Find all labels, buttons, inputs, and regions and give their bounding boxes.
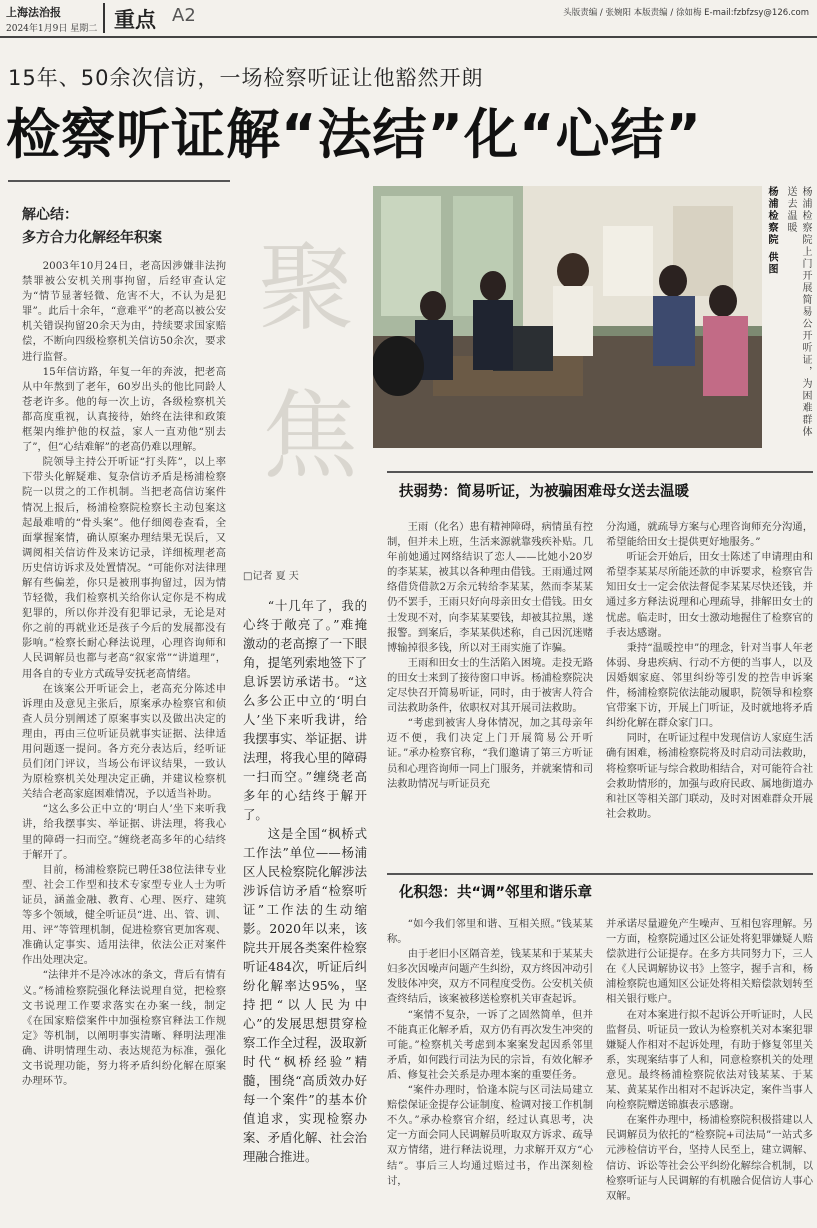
newspaper-name: 上海法治报 — [6, 6, 61, 19]
section2-column-2 — [606, 520, 813, 822]
paragraph: 秉持“温暖控申”的理念，针对当事人年老体弱、身患疾病、行动不方便的当事人，以及因婚姻家庭、邻里纠纷等引发的控告申诉案件，杨浦检察院依法能动履职，院领导和检察官带案下访，开展上门听证，及时就地将矛盾纠纷化解在群众家门口。 — [606, 641, 813, 730]
article-subheadline: 15年、50余次信访，一场检察听证让他豁然开朗 — [8, 66, 484, 90]
paragraph: 王雨和田女士的生活陷入困境。走投无路的田女士来到了接待窗口申诉。杨浦检察院决定尽快召开简易听证，同时，由于被害人符合司法救助条件，依职权对其开展司法救助。 — [387, 656, 593, 715]
paragraph: 在案件办理中，杨浦检察院积极搭建以人民调解员为依托的“检察院+司法局”一站式多元涉检信访平台，坚持人民至上，建立调解、信访、诉讼等社会公平纠纷化解综合机制，以检察听证与人民调解的有机融合促信访人事心双解。 — [606, 1114, 813, 1202]
section-name: 重点 — [114, 8, 156, 32]
paragraph: 这是全国“枫桥式工作法”单位——杨浦区人民检察院化解涉法涉诉信访矛盾“检察听证”工作法的生动缩影。2020年以来，该院共开展各类案件检察听证484次，听证后纠纷化解率达95%，坚持把“以人民为中心”的发展思想贯穿检察工作全过程，汲取新时代“枫桥经验”精髓，围绕“高质效办好每一个案件”的基本价值追求，实现检察办案、矛盾化解、社会治理融合推进。 — [243, 826, 367, 1164]
paragraph: “这么多公正中立的‘明白人’坐下来听我讲，给我摆事实、举证据、讲法理，将我心里的障碍一扫而空。”缠绕老高多年的心结终于解开了。 — [22, 803, 226, 861]
paragraph: 并承诺尽量避免产生噪声、互相包容理解。另一方面，检察院通过区公证处将犯罪嫌疑人赔偿款进行公证提存。在多方共同努力下，三人在《人民调解协议书》上签字，握手言和，杨浦检察院也通知区公证处将相关赔偿款划转至相关银行账户。 — [606, 918, 813, 1006]
photo-caption — [766, 186, 813, 448]
left-section-title-2: 多方合力化解经年积案 — [22, 230, 162, 246]
section3-rule — [387, 873, 813, 875]
left-column — [8, 180, 230, 1228]
left-section-header — [8, 180, 230, 247]
section-divider — [103, 3, 105, 33]
section2-column-1 — [387, 520, 593, 792]
paragraph: 同时，在听证过程中发现信访人家庭生活确有困难，杨浦检察院将及时启动司法救助，将检察听证与综合救助相结合，对可能符合社会救助情形的，加强与政府民政、属地街道办和社区等相关部门联动，及时对困难群众开展社会救助。 — [606, 732, 813, 820]
reporter-byline: □记者 夏 天 — [243, 571, 299, 582]
caption-text: 杨浦检察院上门开展简易公开听证，为困难群体送去温暖 — [785, 186, 811, 438]
paragraph: “十几年了，我的心终于敞亮了。”难掩激动的老高擦了一下眼角，提笔列索地签下了息诉罢访承诺书。“这么多公正中立的‘明白人’坐下来听我讲，给我摆事实、举证据、讲法理，将我心里的障碍一扫而空。”缠绕老高多年的心结终于解开了。 — [243, 598, 367, 822]
paragraph: 由于老旧小区隔音差，钱某某和于某某夫妇多次因噪声问题产生纠纷，双方终因冲动引发肢体冲突，双方不同程度受伤。公安机关侦查终结后，该案被移送检察机关审查起诉。 — [387, 948, 593, 1006]
paragraph: 15年信访路，年复一年的奔波，把老高从中年熬到了老年，60岁出头的他比同龄人苍老许多。他的每一次上访，各级检察机关都高度重视，认真接待，始终在法律和政策框架内维护他的权益，家人一直劝他“别去了”，但“心结难解”的老高仍难以理解。 — [22, 365, 226, 454]
paragraph: “考虑到被害人身体情况，加之其母亲年迈不便，我们决定上门开展简易公开听证。”承办检察官称，“我们邀请了第三方听证员和心理咨询师一同上门服务，并就案情和司法救助情况与听证员充 — [387, 717, 593, 790]
page-number: A2 — [172, 5, 196, 26]
middle-column — [243, 596, 367, 1166]
watermark-char: 焦 — [262, 380, 358, 492]
section3-column-1 — [387, 917, 593, 1189]
paragraph: 在该案公开听证会上，老高充分陈述申诉理由及意见主张后，原案承办检察官和侦查人员分别阐述了原案事实以及做出决定的理由，再由三位听证员就事实证据、法律适用问题逐一提问。各方充分表达后，经听证员们闭门评议，当场公布评议结果，一致认为原检察机关处理决定正确，并建议检察机关结合老高家庭困难情况，予以适当补助。 — [22, 682, 226, 801]
editors-line: 头版责编 / 张婉阳 本版责编 / 徐如梅 E-mail:fzbfzsy@126.com — [563, 8, 809, 18]
paragraph: 分沟通，就疏导方案与心理咨询师充分沟通，希望能给田女士提供更好地服务。” — [606, 521, 813, 549]
caption-credit: 杨浦检察院 供图 — [766, 186, 777, 276]
paragraph: 2003年10月24日，老高因涉嫌非法拘禁罪被公安机关刑事拘留，后经审查认定为“情节显著轻微、危害不大，不认为是犯罪”。此后十余年，“意难平”的老高以被公安机关错误拘留20余天为由，持续要求国家赔偿，不断向四级检察机关信访50余次，要求进行监督。 — [22, 260, 226, 363]
left-section-title-1: 解心结： — [22, 207, 78, 223]
paragraph: “如今我们邻里和谐、互相关照。”钱某某称。 — [387, 918, 593, 946]
section2-heading: 扶弱势：简易听证，为被骗困难母女送去温暖 — [399, 484, 689, 500]
masthead — [0, 0, 817, 38]
hearing-photo — [373, 186, 762, 448]
left-body — [8, 259, 230, 1089]
paragraph: 院领导主持公开听证“打头阵”，以上率下带头化解疑难、复杂信访矛盾是杨浦检察院一以贯之的工作机制。当把老高信访案件情况上报后，杨浦检察院检察长主动包案这起最难啃的“骨头案”。他仔细阅卷查看，全面掌握案情，确认原案办理结果无误后，又调阅相关信访件及来访记录，详细梳理老高历史信访诉求及处置情况。“可能你对法律理解有些偏差，你只是被刑事拘留过，因为情节轻微，我们检察机关给你认定你是不构成犯罪的，所以你并没有犯罪记录，无论是对你之前的再就业还是孩子今后的发展都没有影响。”检察长耐心释法说理，心理咨询师和人民调解员也都与老高“叙家常”“讲道理”，用各自的专业方式疏导安抚老高情绪。 — [22, 456, 226, 680]
paragraph: “法律并不是冷冰冰的条文，背后有情有义。”杨浦检察院强化释法说理自觉，把检察文书说理工作要求落实在办案一线，制定《在国家赔偿案件中加强检察官释法工作规定》等机制，以阐明事实清晰、释明法理准确、讲明情理生动、表达规范为标准，强化文书说理功能，努力将矛盾纠纷化解在原案办理环节。 — [22, 969, 226, 1088]
paragraph: 在对本案进行拟不起诉公开听证时，人民监督员、听证员一致认为检察机关对本案犯罪嫌疑人作相对不起诉处理，有助于修复邻里关系，实现案结事了人和，同意检察机关的处理意见。最终杨浦检察院依法对钱某某、于某某、黄某某作出相对不起诉决定，案件当事人向检察院赠送锦旗表示感谢。 — [606, 1008, 813, 1112]
issue-date: 2024年1月9日 星期二 — [6, 24, 98, 34]
section2-rule — [387, 471, 813, 473]
paragraph: 目前，杨浦检察院已聘任38位法律专业型、社会工作型和技术专家型专业人士为听证员，涵盖金融、教育、心理、医疗、建筑等多个领域，健全听证员“进、出、管、训、用、评”等管理机制，促进检察官更加客观、准确认定事实、适用法律，依法公正对案件作出处理决定。 — [22, 863, 226, 967]
paragraph: 王雨（化名）患有精神障碍，病情虽有控制，但并未上班，生活来源就靠残疾补贴。几年前她通过网络结识了恋人——比她小20岁的李某某，被其以各种理由借钱。王雨通过网络借贷借款2万余元转给李某某，然而李某某仍不罢手，王雨只好向母亲田女士借钱。田女士发现不对，向李某某要钱，却被其拉黑，遂报警。到案后，李某某供述称，自己因沉迷赌博输掉很多钱，所以对王雨实施了诈骗。 — [387, 521, 593, 654]
article-headline: 检察听证解“法结”化“心结” — [6, 103, 702, 166]
photo-illustration — [373, 186, 762, 448]
paragraph: “案件办理时，恰逢本院与区司法局建立赔偿保证金提存公证制度、检调对接工作机制不久。”承办检察官介绍，经过认真思考，决定一方面会同人民调解员听取双方诉求、疏导双方情绪，进行释法说理，力求解开双方“心结”。事后三人均通过赔过书，作出深刻检讨， — [387, 1084, 593, 1187]
watermark-char: 聚 — [258, 232, 354, 344]
paragraph: 听证会开始后，田女士陈述了申请理由和希望李某某尽所能还款的申诉要求，检察官告知田女士一定会依法督促李某某尽快还钱，并通过多方释法说理和心理疏导，排解田女士的忧虑。临走时，田女士激动地握住了检察官的手表达感谢。 — [606, 551, 813, 639]
section3-column-2 — [606, 917, 813, 1204]
section3-heading: 化积怨：共“调”邻里和谐乐章 — [399, 885, 593, 901]
paragraph: “案情不复杂，一诉了之固然简单，但并不能真正化解矛盾，双方仍有再次发生冲突的可能。”检察机关考虑到本案案发起因系邻里矛盾，如何践行司法为民的宗旨，有效化解矛盾、修复社会关系是办理本案的重要任务。 — [387, 1008, 593, 1081]
